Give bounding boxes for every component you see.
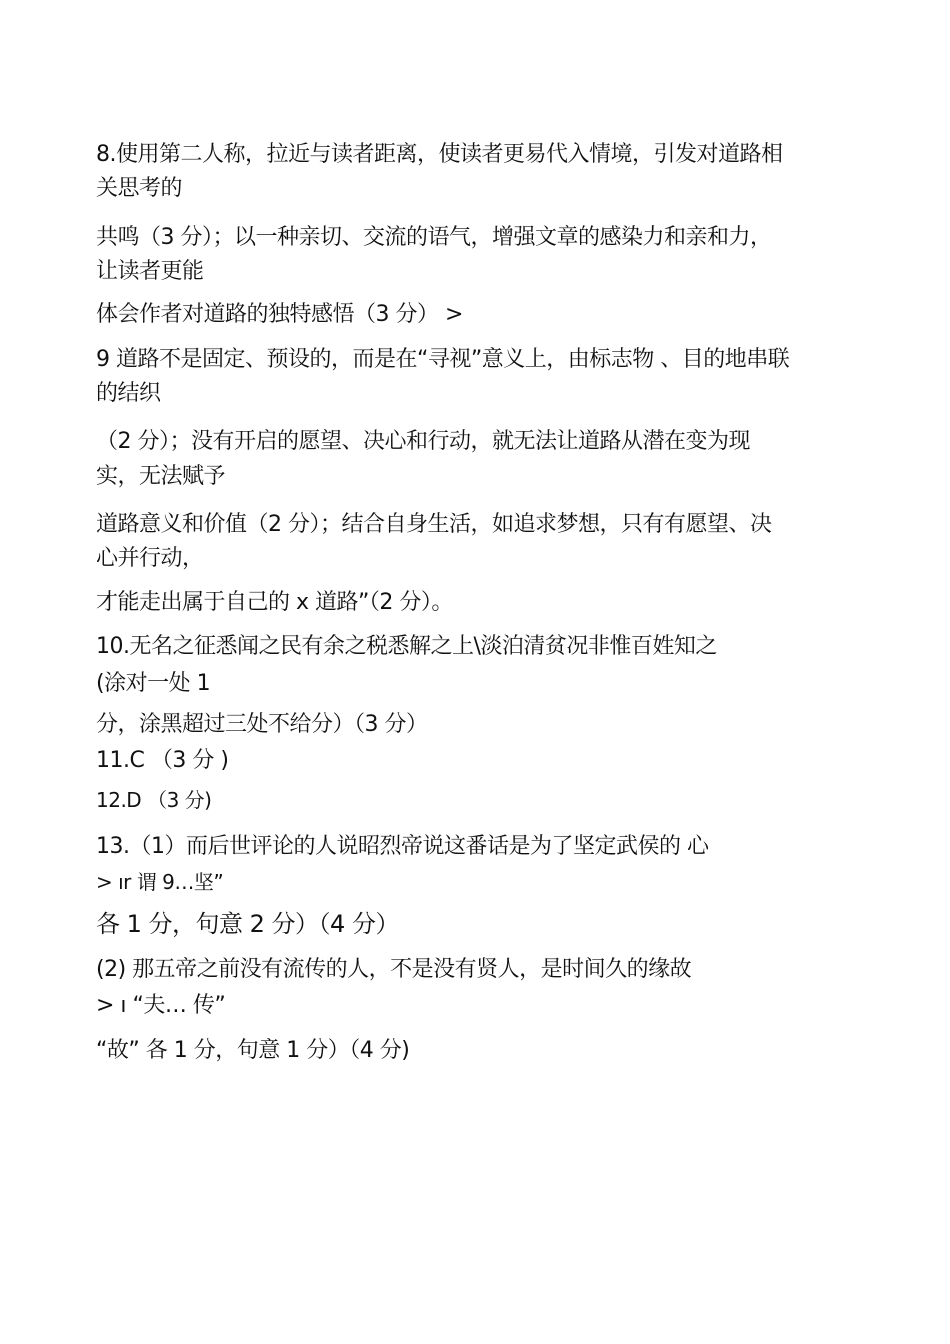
answer-8-line-4: 让读者更能 (96, 259, 204, 284)
answer-9-line-3: （2 分）；没有开启的愿望、决心和行动，就无法让道路从潜在变为现 (96, 429, 750, 454)
answer-13-line-6: “故” 各 1 分，句意 1 分）（4 分) (96, 1038, 410, 1063)
answer-10-line-2: (涂对一处 1 (96, 671, 211, 696)
answer-8-line-3: 共鸣（3 分）；以一种亲切、交流的语气，增强文章的感染力和亲和力， (96, 225, 772, 250)
answer-10-line-1: 10.无名之征悉闻之民有余之税悉解之上\淡泊清贫况非惟百姓知之 (96, 634, 717, 659)
answer-9-line-6: 心并行动， (96, 546, 204, 571)
answer-13-line-3: 各 1 分，句意 2 分）（4 分） (96, 910, 399, 938)
answer-8-line-2: 关思考的 (96, 176, 183, 201)
answer-12: 12.D （3 分) (96, 788, 212, 812)
answer-8-line-1: 8.使用第二人称，拉近与读者距离，使读者更易代入情境，引发对道路相 (96, 142, 783, 167)
answer-9-line-5: 道路意义和价值（2 分）；结合自身生活，如追求梦想，只有有愿望、决 (96, 512, 772, 537)
answer-13-line-2: > ır 谓 9…坚” (96, 870, 224, 894)
answer-9-line-1: 9 道路不是固定、预设的，而是在“寻视”意义上，由标志物 、目的地串联 (96, 347, 790, 372)
answer-13-line-4: (2) 那五帝之前没有流传的人，不是没有贤人，是时间久的缘故 (96, 957, 692, 982)
answer-9-line-2: 的结织 (96, 381, 161, 406)
answer-9-line-4: 实，无法赋予 (96, 464, 226, 489)
answer-10-line-3: 分，涂黑超过三处不给分）（3 分） (96, 712, 428, 737)
answer-8-line-5: 体会作者对道路的独特感悟（3 分） > (96, 302, 463, 327)
answer-9-line-7: 才能走出属于自己的 x 道路”（2 分）。 (96, 590, 453, 615)
answer-13-line-1: 13.（1）而后世评论的人说昭烈帝说这番话是为了坚定武侯的 心 (96, 834, 709, 859)
answer-13-line-5: > ı “夫… 传” (96, 993, 226, 1018)
answer-11: 11.C （3 分 ) (96, 748, 229, 773)
